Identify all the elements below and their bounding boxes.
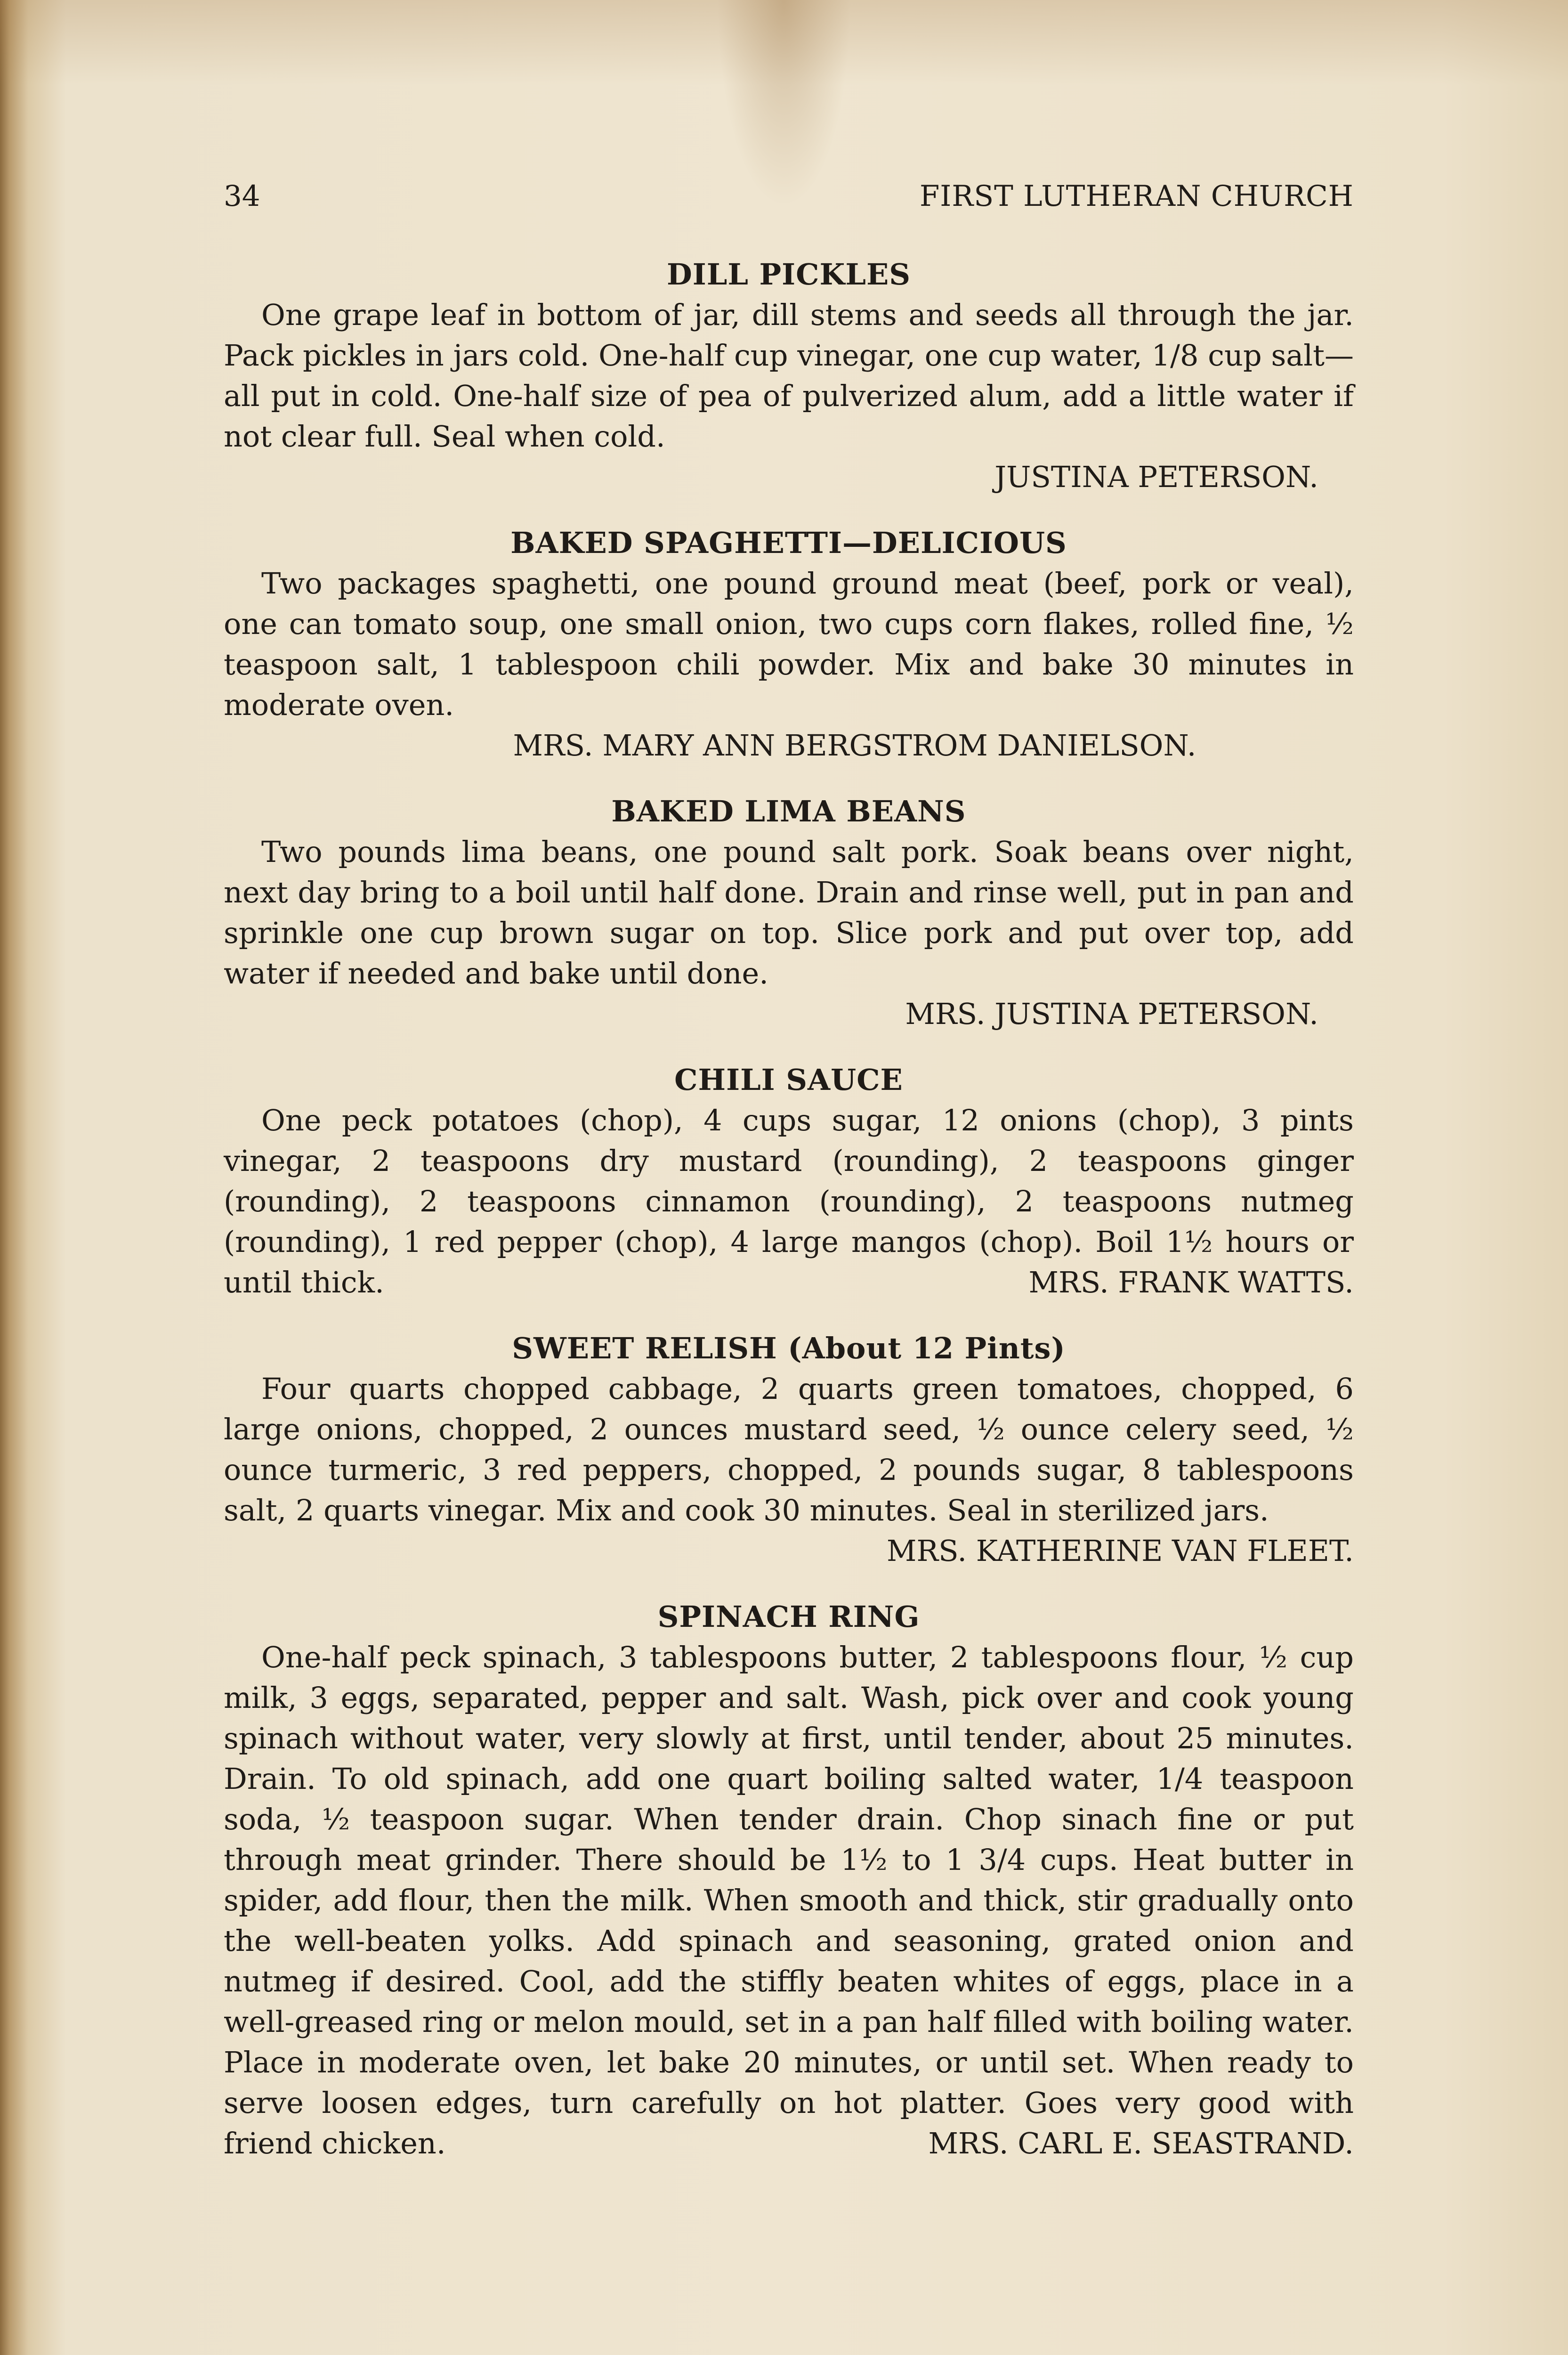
recipe-title: BAKED LIMA BEANS xyxy=(611,794,966,828)
recipe-body xyxy=(224,1369,1354,1568)
recipe-list xyxy=(224,254,1354,2189)
recipe-body: Two packages spaghetti, one pound ground meat (beef, pork or veal), one can tomato soup, one small onion, two cups corn flakes, rolled fine, ½ teaspoon salt, 1 tablespoon chili powder. Mix and bake 30 minutes in moderate oven. xyxy=(224,566,1354,722)
recipe-title: DILL PICKLES xyxy=(666,257,911,292)
page-header xyxy=(224,175,1354,218)
recipe-body-text: One-half peck spinach, 3 tablespoons butter, 2 tablespoons flour, ½ cup milk, 3 eggs, separated, pepper and salt. Wash, pick over and cook young spinach without water, very slowly at first, until tender, about 25 minutes. Drain. To old spinach, add one quart boiling salted water, 1/4 teaspoon soda, ½ teaspoon sugar. When tender drain. Chop sinach fine or put through meat grinder. There should be 1½ to 1 3/4 cups. Heat butter in spider, add flour, then the milk. When smooth and thick, stir gradually onto the well-beaten yolks. Add spinach and seasoning, grated onion and nutmeg if desired. Cool, add the stiffly beaten whites of eggs, place in a well-greased ring or melon mould, set in a pan half filled with boiling water. Place in moderate oven, let bake 20 minutes, or until set. When ready to serve loosen edges, turn carefully on hot platter. Goes very good with friend chicken. xyxy=(224,1640,1354,2160)
recipe-body-text: One peck potatoes (chop), 4 cups sugar, 12 onions (chop), 3 pints vinegar, 2 teaspoons dry mustard (rounding), 2 teaspoons ginger (rounding), 2 teaspoons cinnamon (rounding), 2 teaspoons nutmeg (rounding), 1 red pepper (chop), 4 large mangos (chop). Boil 1½ hours or until thick. xyxy=(224,1103,1354,1299)
recipe-body xyxy=(224,1100,1354,1303)
recipe-dill-pickles xyxy=(224,254,1354,497)
recipe-chili-sauce xyxy=(224,1060,1354,1303)
recipe-author: MRS. MARY ANN BERGSTROM DANIELSON. xyxy=(513,728,1196,763)
recipe-baked-lima-beans xyxy=(224,791,1354,1034)
recipe-spinach-ring xyxy=(224,1597,1354,2164)
recipe-author: MRS. FRANK WATTS. xyxy=(1028,1265,1354,1299)
recipe-author: MRS. KATHERINE VAN FLEET. xyxy=(886,1534,1354,1568)
recipe-baked-spaghetti xyxy=(224,523,1354,766)
running-title: FIRST LUTHERAN CHURCH xyxy=(919,179,1354,213)
recipe-sweet-relish xyxy=(224,1328,1354,1571)
recipe-author: MRS. CARL E. SEASTRAND. xyxy=(928,2126,1354,2160)
recipe-title: BAKED SPAGHETTI—DELICIOUS xyxy=(510,526,1067,560)
recipe-author: JUSTINA PETERSON. xyxy=(994,460,1318,494)
recipe-title: SWEET RELISH (About 12 Pints) xyxy=(512,1331,1066,1365)
page-number: 34 xyxy=(224,179,260,213)
recipe-body xyxy=(224,1637,1354,2164)
recipe-body: Two pounds lima beans, one pound salt pork. Soak beans over night, next day bring to a boil until half done. Drain and rinse well, put in pan and sprinkle one cup brown sugar on top. Slice pork and put over top, add water if needed and bake until done. xyxy=(224,835,1354,991)
recipe-title: CHILI SAUCE xyxy=(674,1063,903,1097)
recipe-author: MRS. JUSTINA PETERSON. xyxy=(905,997,1318,1031)
recipe-body-text: Four quarts chopped cabbage, 2 quarts green tomatoes, chopped, 6 large onions, chopped, 2 ounces mustard seed, ½ ounce celery seed, ½ ounce turmeric, 3 red peppers, chopped, 2 pounds sugar, 8 tablespoons salt, 2 quarts vinegar. Mix and cook 30 minutes. Seal in sterilized jars. xyxy=(224,1372,1354,1527)
water-stain xyxy=(0,0,1568,85)
recipe-title: SPINACH RING xyxy=(657,1600,920,1634)
recipe-body: One grape leaf in bottom of jar, dill stems and seeds all through the jar. Pack pickles in jars cold. One-half cup vinegar, one cup water, 1/8 cup salt—all put in cold. One-half size of pea of pulverized alum, add a little water if not clear full. Seal when cold. xyxy=(224,298,1354,454)
